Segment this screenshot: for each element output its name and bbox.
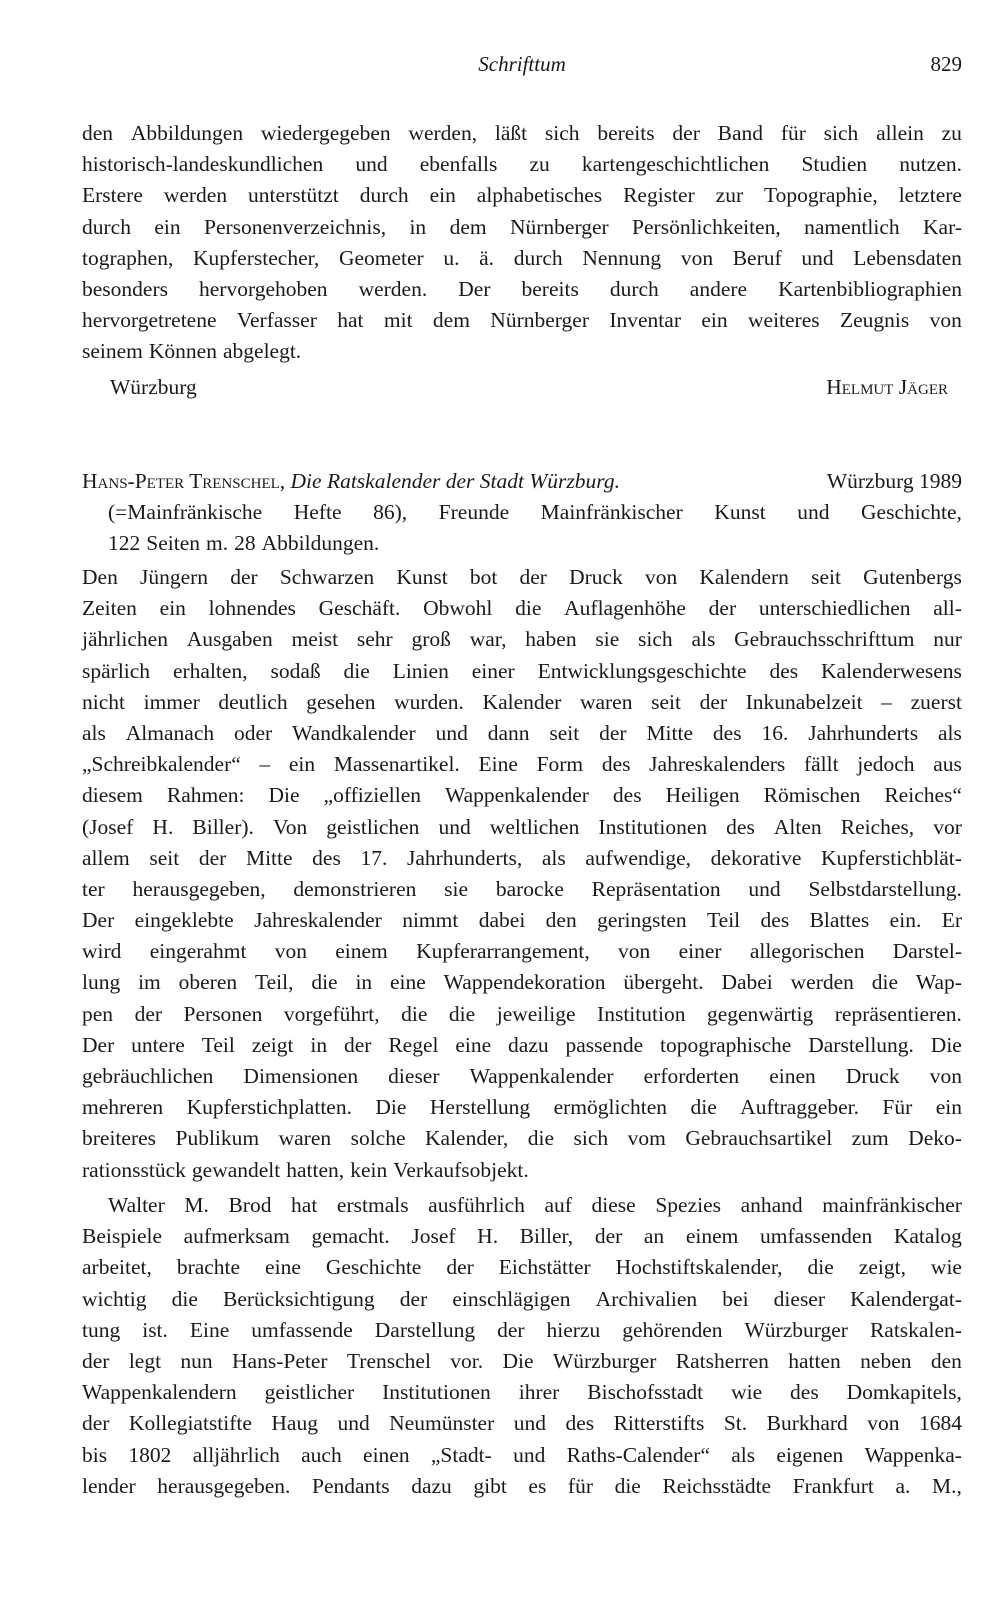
text-line: wichtig die Berücksichtigung der einschlägigen Archivalien bei dieser Kalendergat- <box>82 1286 962 1311</box>
text-line: Erstere werden unterstützt durch ein alphabetisches Register zur Topographie, letztere <box>82 183 962 208</box>
text-line: Beispiele aufmerksam gemacht. Josef H. Biller, der an einem umfassenden Katalog <box>82 1224 962 1249</box>
page-number: 829 <box>930 52 962 76</box>
text-line: den Abbildungen wiedergegeben werden, läßt sich bereits der Band für sich allein zu <box>82 121 962 145</box>
text-line: jährlichen Ausgaben meist sehr groß war, haben sie sich als Gebrauchsschrifttum nur <box>82 627 962 652</box>
text-line: der legt nun Hans-Peter Trenschel vor. Die Würzburger Ratsherren hatten neben den <box>82 1348 962 1373</box>
paragraph-2 <box>82 1190 962 1502</box>
review-place: Würzburg <box>110 375 197 399</box>
text-line: breiteres Publikum waren solche Kalender, die sich vom Gebrauchsartikel zum Deko- <box>82 1126 962 1151</box>
text-line: Zeiten ein lohnendes Geschäft. Obwohl die Auflagenhöhe der unterschiedlichen all- <box>82 596 962 621</box>
text-line: bis 1802 alljährlich auch einen „Stadt- und Raths-Calender“ als eigenen Wappenka- <box>82 1442 962 1467</box>
text-line: diesem Rahmen: Die „offiziellen Wappenkalender des Heiligen Römischen Reiches“ <box>82 783 962 808</box>
text-line: durch ein Personenverzeichnis, in dem Nürnberger Persönlichkeiten, namentlich Kar- <box>82 214 962 239</box>
text-line: arbeitet, brachte eine Geschichte der Eichstätter Hochstiftskalender, die zeigt, wie <box>82 1255 962 1280</box>
review-signoff <box>82 372 962 403</box>
running-title: Schrifttum <box>478 52 566 76</box>
text-line: ter herausgegeben, demonstrieren sie barocke Repräsentation und Selbstdarstellung. <box>82 876 962 901</box>
text-line: „Schreibkalender“ – ein Massenartikel. Eine Form des Jahreskalenders fällt jedoch aus <box>82 752 962 777</box>
citation-line <box>82 466 962 497</box>
citation-author: Hans-Peter Trenschel, <box>82 469 286 493</box>
text-line: tographen, Kupferstecher, Geometer u. ä. durch Nennung von Beruf und Lebensdaten <box>82 245 962 270</box>
text-line: lender herausgegeben. Pendants dazu gibt es für die Reichsstädte Frankfurt a. M., <box>82 1473 962 1498</box>
reviewer-name: Helmut Jäger <box>826 375 948 399</box>
text-line: historisch-landeskundlichen und ebenfalls zu kartengeschichtlichen Studien nutzen. <box>82 152 962 177</box>
text-line: allem seit der Mitte des 17. Jahrhunderts, als aufwendige, dekorative Kupferstichblät- <box>82 845 962 870</box>
text-line: Der untere Teil zeigt in der Regel eine dazu passende topographische Darstellung. Die <box>82 1032 962 1057</box>
text-line: der Kollegiatstifte Haug und Neumünster und des Ritterstifts St. Burkhard von 1684 <box>82 1411 962 1436</box>
paragraph-1 <box>82 562 962 1186</box>
text-line: seinem Können abgelegt. <box>82 339 302 364</box>
text-line: nicht immer deutlich gesehen wurden. Kalender waren seit der Inkunabelzeit – zuerst <box>82 689 962 714</box>
previous-review-text <box>82 118 962 368</box>
text-line: pen der Personen vorgeführt, die die jeweilige Institution gegenwärtig repräsentieren. <box>82 1001 962 1026</box>
citation-line: 122 Seiten m. 28 Abbildungen. <box>108 531 380 556</box>
text-line: als Almanach oder Wandkalender und dann seit der Mitte des 16. Jahrhunderts als <box>82 720 962 745</box>
text-line: mehreren Kupferstichplatten. Die Herstellung ermöglichten die Auftraggeber. Für ein <box>82 1095 962 1120</box>
citation-place-year: Würzburg 1989 <box>826 469 962 493</box>
text-line: rationsstück gewandelt hatten, kein Verkaufsobjekt. <box>82 1157 529 1182</box>
page-header <box>82 52 962 92</box>
text-line: Der eingeklebte Jahreskalender nimmt dabei den geringsten Teil des Blattes ein. Er <box>82 908 962 933</box>
text-line: besonders hervorgehoben werden. Der bereits durch andere Kartenbibliographien <box>82 276 962 301</box>
citation-line: (=Mainfränkische Hefte 86), Freunde Mainfränkischer Kunst und Geschichte, <box>108 500 962 525</box>
text-line: Walter M. Brod hat erstmals ausführlich auf diese Spezies anhand mainfränkischer <box>108 1193 962 1217</box>
text-line: tung ist. Eine umfassende Darstellung der hierzu gehörenden Würzburger Ratskalen- <box>82 1317 962 1342</box>
text-line: Den Jüngern der Schwarzen Kunst bot der Druck von Kalendern seit Gutenbergs <box>82 565 962 589</box>
text-line: lung im oberen Teil, die in eine Wappendekoration übergeht. Dabei werden die Wap- <box>82 970 962 995</box>
citation-title: Die Ratskalender der Stadt Würzburg. <box>290 469 620 493</box>
text-line: hervorgetretene Verfasser hat mit dem Nürnberger Inventar ein weiteres Zeugnis von <box>82 308 962 333</box>
citation <box>82 466 962 560</box>
text-line: spärlich erhalten, sodaß die Linien einer Entwicklungsgeschichte des Kalenderwesens <box>82 658 962 683</box>
text-line: wird eingerahmt von einem Kupferarrangement, von einer allegorischen Darstel- <box>82 939 962 964</box>
text-line: gebräuchlichen Dimensionen dieser Wappenkalender erforderten einen Druck von <box>82 1064 962 1088</box>
text-line: (Josef H. Biller). Von geistlichen und weltlichen Institutionen des Alten Reiches, vor <box>82 814 962 839</box>
text-line: Wappenkalendern geistlicher Institutionen ihrer Bischofsstadt wie des Domkapitels, <box>82 1380 962 1405</box>
